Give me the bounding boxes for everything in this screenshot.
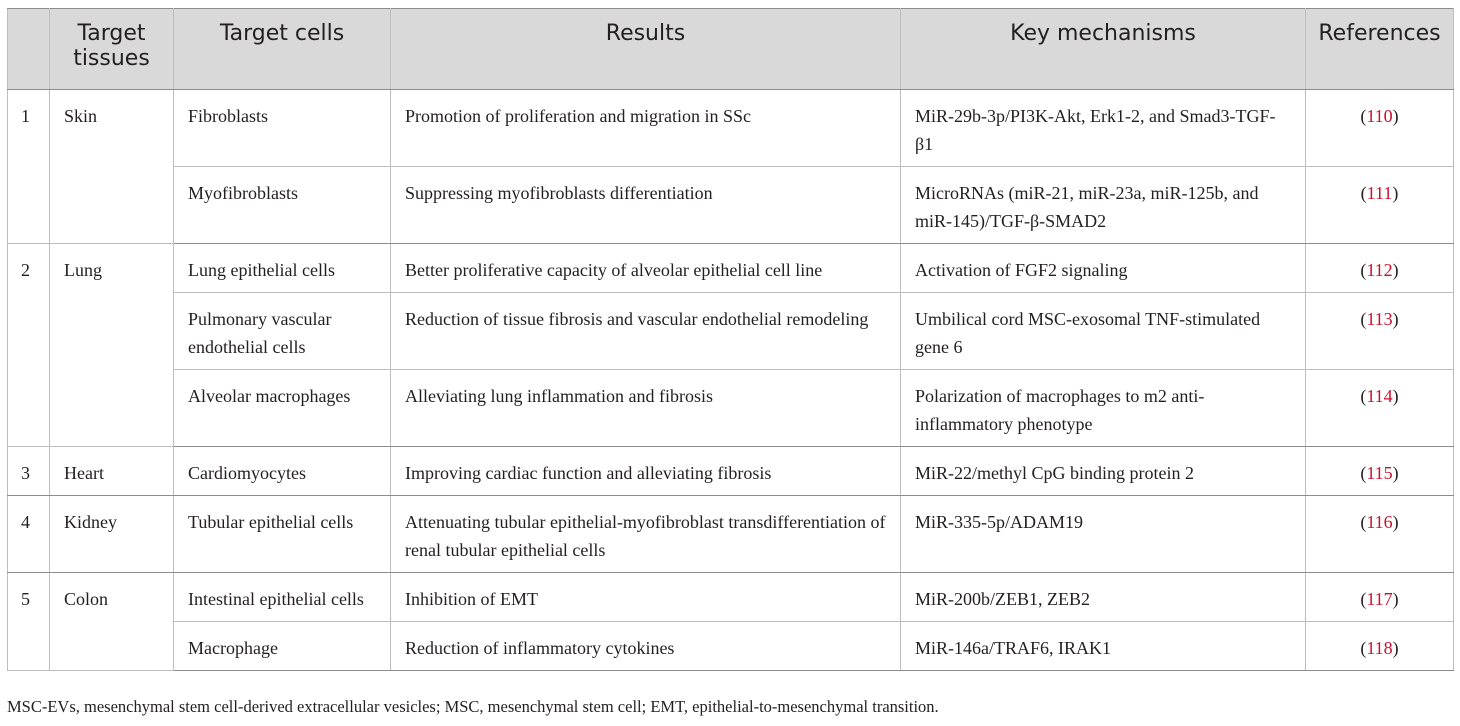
- reference-link[interactable]: 114: [1366, 386, 1393, 406]
- header-target-cells: Target cells: [174, 9, 391, 90]
- result: Better proliferative capacity of alveolar epithelial cell line: [391, 244, 901, 293]
- group-number: 5: [8, 573, 50, 671]
- table-row: [8, 293, 1454, 370]
- result: Inhibition of EMT: [391, 573, 901, 622]
- table-body: [8, 90, 1454, 671]
- reference-cell: (118): [1306, 622, 1454, 671]
- reference-cell: (111): [1306, 167, 1454, 244]
- target-cells: Myofibroblasts: [174, 167, 391, 244]
- header-results: Results: [391, 9, 901, 90]
- header-key-mechanisms: Key mechanisms: [901, 9, 1306, 90]
- table-row: [8, 447, 1454, 496]
- result: Attenuating tubular epithelial-myofibroblast transdifferentiation of renal tubular epithelial cells: [391, 496, 901, 573]
- reference-cell: (116): [1306, 496, 1454, 573]
- table-header: [8, 9, 1454, 90]
- table-row: [8, 167, 1454, 244]
- target-cells: Pulmonary vascular endothelial cells: [174, 293, 391, 370]
- target-cells: Fibroblasts: [174, 90, 391, 167]
- reference-cell: (112): [1306, 244, 1454, 293]
- table-row: [8, 244, 1454, 293]
- target-tissue: Skin: [50, 90, 174, 244]
- reference-link[interactable]: 117: [1366, 589, 1393, 609]
- key-mechanism: Umbilical cord MSC-exosomal TNF-stimulated gene 6: [901, 293, 1306, 370]
- target-tissue: Heart: [50, 447, 174, 496]
- mechanisms-table-container: [7, 8, 1453, 671]
- reference-cell: (113): [1306, 293, 1454, 370]
- target-cells: Lung epithelial cells: [174, 244, 391, 293]
- reference-link[interactable]: 115: [1366, 463, 1393, 483]
- target-cells: Intestinal epithelial cells: [174, 573, 391, 622]
- result: Promotion of proliferation and migration in SSc: [391, 90, 901, 167]
- key-mechanism: MiR-146a/TRAF6, IRAK1: [901, 622, 1306, 671]
- group-number: 2: [8, 244, 50, 447]
- reference-cell: (117): [1306, 573, 1454, 622]
- table-row: [8, 573, 1454, 622]
- group-number: 1: [8, 90, 50, 244]
- key-mechanism: MiR-335-5p/ADAM19: [901, 496, 1306, 573]
- reference-link[interactable]: 118: [1366, 638, 1393, 658]
- header-target-tissues: Target tissues: [50, 9, 174, 90]
- reference-cell: (114): [1306, 370, 1454, 447]
- reference-cell: (115): [1306, 447, 1454, 496]
- key-mechanism: MiR-29b-3p/PI3K-Akt, Erk1-2, and Smad3-TGF-β1: [901, 90, 1306, 167]
- target-cells: Cardiomyocytes: [174, 447, 391, 496]
- key-mechanism: Polarization of macrophages to m2 anti-inflammatory phenotype: [901, 370, 1306, 447]
- reference-link[interactable]: 111: [1366, 183, 1393, 203]
- reference-link[interactable]: 110: [1366, 106, 1393, 126]
- result: Alleviating lung inflammation and fibrosis: [391, 370, 901, 447]
- header-row: [8, 9, 1454, 90]
- target-cells: Alveolar macrophages: [174, 370, 391, 447]
- key-mechanism: MicroRNAs (miR-21, miR-23a, miR-125b, and miR-145)/TGF-β-SMAD2: [901, 167, 1306, 244]
- target-tissue: Kidney: [50, 496, 174, 573]
- reference-link[interactable]: 116: [1366, 512, 1393, 532]
- target-tissue: Colon: [50, 573, 174, 671]
- table-row: [8, 496, 1454, 573]
- header-number: [8, 9, 50, 90]
- target-cells: Tubular epithelial cells: [174, 496, 391, 573]
- result: Improving cardiac function and alleviating fibrosis: [391, 447, 901, 496]
- key-mechanism: MiR-200b/ZEB1, ZEB2: [901, 573, 1306, 622]
- table-footnote: MSC-EVs, mesenchymal stem cell-derived extracellular vesicles; MSC, mesenchymal stem cell; EMT, epithelial-to-mesenchymal transition.: [7, 697, 939, 716]
- reference-cell: (110): [1306, 90, 1454, 167]
- table-row: [8, 370, 1454, 447]
- result: Suppressing myofibroblasts differentiation: [391, 167, 901, 244]
- result: Reduction of inflammatory cytokines: [391, 622, 901, 671]
- header-references: References: [1306, 9, 1454, 90]
- table-row: [8, 622, 1454, 671]
- result: Reduction of tissue fibrosis and vascular endothelial remodeling: [391, 293, 901, 370]
- group-number: 4: [8, 496, 50, 573]
- reference-link[interactable]: 112: [1366, 260, 1393, 280]
- key-mechanism: Activation of FGF2 signaling: [901, 244, 1306, 293]
- key-mechanism: MiR-22/methyl CpG binding protein 2: [901, 447, 1306, 496]
- mechanisms-table: [7, 8, 1454, 671]
- table-row: [8, 90, 1454, 167]
- group-number: 3: [8, 447, 50, 496]
- reference-link[interactable]: 113: [1366, 309, 1393, 329]
- target-tissue: Lung: [50, 244, 174, 447]
- target-cells: Macrophage: [174, 622, 391, 671]
